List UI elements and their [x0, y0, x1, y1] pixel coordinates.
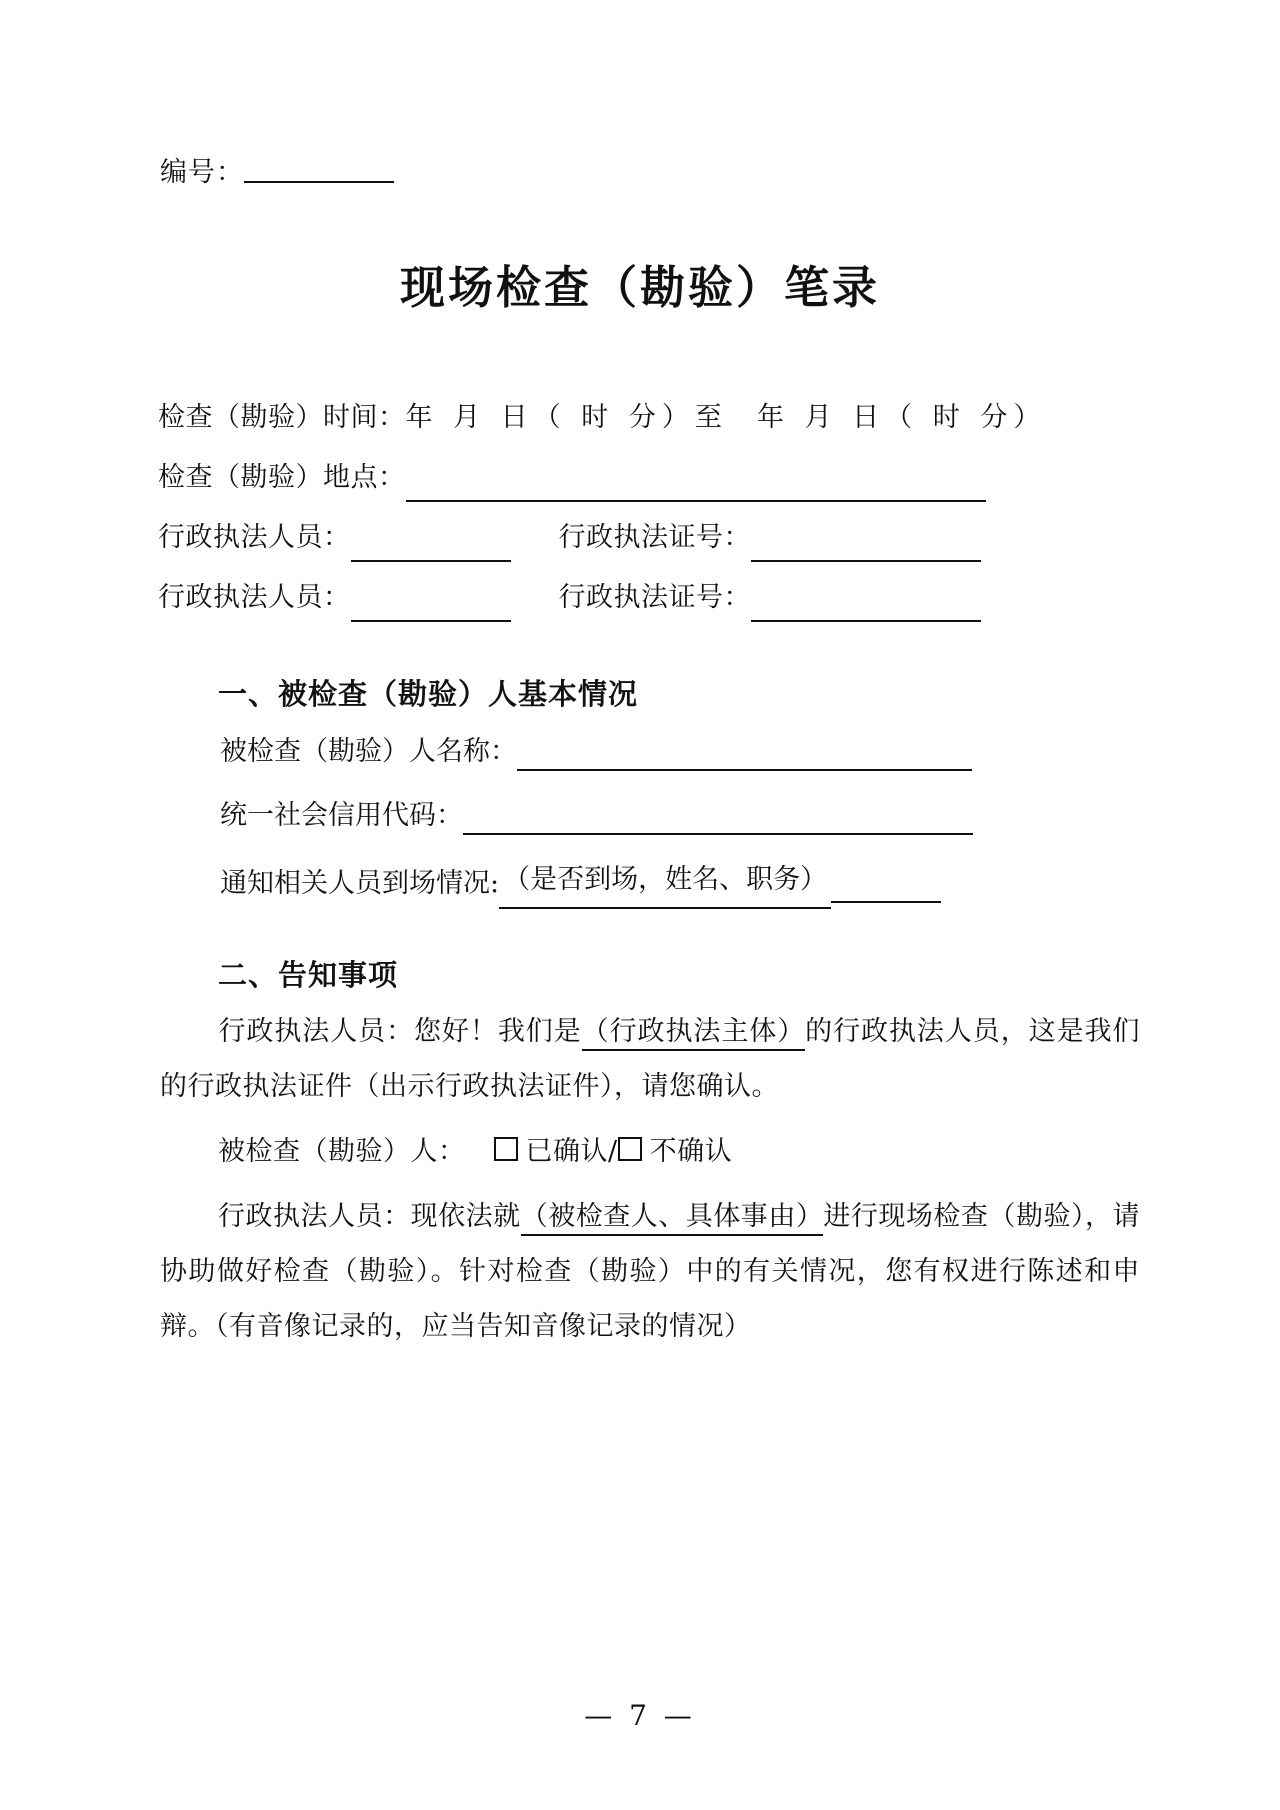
- notify-row: [220, 855, 1140, 909]
- notice-p3-blank: （被检查人、具体事由）: [521, 1201, 824, 1236]
- page-number: — 7 —: [584, 1699, 696, 1732]
- confirm-label: 被检查（勘验）人：: [218, 1136, 466, 1167]
- inspection-place-label: 检查（勘验）地点：: [158, 462, 406, 493]
- inspection-time-value: 年 月 日（ 时 分）至 年 月 日（ 时 分）: [405, 402, 1047, 433]
- officer2-cert-label: 行政执法证号：: [558, 582, 751, 613]
- inspection-time-label: 检查（勘验）时间：: [158, 402, 406, 433]
- inspectee-name-label: 被检查（勘验）人名称：: [220, 736, 517, 767]
- credit-code-label: 统一社会信用代码：: [220, 800, 463, 831]
- section-one-heading: 一、被检查（勘验）人基本情况: [218, 677, 639, 711]
- page-title: 现场检查（勘验）笔录: [399, 261, 880, 314]
- notify-blank-tail: [831, 900, 941, 903]
- confirm-option-no: 不确认: [649, 1136, 733, 1167]
- document-number-row: [160, 150, 1140, 189]
- meta-block: [158, 388, 1140, 628]
- inspectee-name-row: [220, 727, 1140, 777]
- checkbox-confirmed[interactable]: [494, 1137, 518, 1161]
- inspection-time-row: [158, 388, 1140, 448]
- confirm-option-yes: 已确认/: [525, 1136, 618, 1167]
- officer2-row: [158, 568, 1140, 628]
- credit-code-row: [220, 791, 1140, 841]
- officer1-cert-label: 行政执法证号：: [558, 522, 751, 553]
- notice-p1-prefix: 行政执法人员：您好！我们是: [218, 1016, 582, 1047]
- notice-p1-blank: （行政执法主体）: [582, 1016, 806, 1051]
- notify-label: 通知相关人员到场情况:: [220, 868, 500, 899]
- officer2-cert-blank: [751, 619, 981, 622]
- document-number-blank: [244, 180, 394, 183]
- officer2-label: 行政执法人员：: [158, 582, 351, 613]
- notice-p3-suffix: 进行现场检查（勘验），请协助做好检查（勘验）。针对检查（勘验）中的有关情况，您有权进行陈述和申辩。（有音像记录的，应当告知音像记录的情况）: [160, 1201, 1141, 1342]
- inspection-place-blank: [406, 499, 986, 502]
- officer1-name-blank: [351, 559, 511, 562]
- notice-paragraph-3: [160, 1189, 1140, 1354]
- checkbox-not-confirmed[interactable]: [618, 1137, 642, 1161]
- section-two-heading: 二、告知事项: [218, 958, 399, 992]
- notice-p3-prefix: 行政执法人员：现依法就: [218, 1201, 521, 1232]
- notice-paragraph-2: [160, 1124, 1140, 1179]
- notice-p1-suffix: 的行政执法人员，这是我们的行政执法证件（出示行政执法证件），请您确认。: [160, 1016, 1141, 1102]
- officer1-cert-blank: [751, 559, 981, 562]
- credit-code-blank: [463, 832, 973, 835]
- notice-paragraph-1: [160, 1004, 1140, 1114]
- inspection-place-row: [158, 448, 1140, 508]
- inspectee-name-blank: [517, 768, 972, 771]
- officer2-name-blank: [351, 619, 511, 622]
- document-number-label: 编号：: [160, 157, 244, 188]
- officer1-row: [158, 508, 1140, 568]
- officer1-label: 行政执法人员：: [158, 522, 351, 553]
- notify-blank-text: （是否到场，姓名、职务）: [499, 855, 831, 909]
